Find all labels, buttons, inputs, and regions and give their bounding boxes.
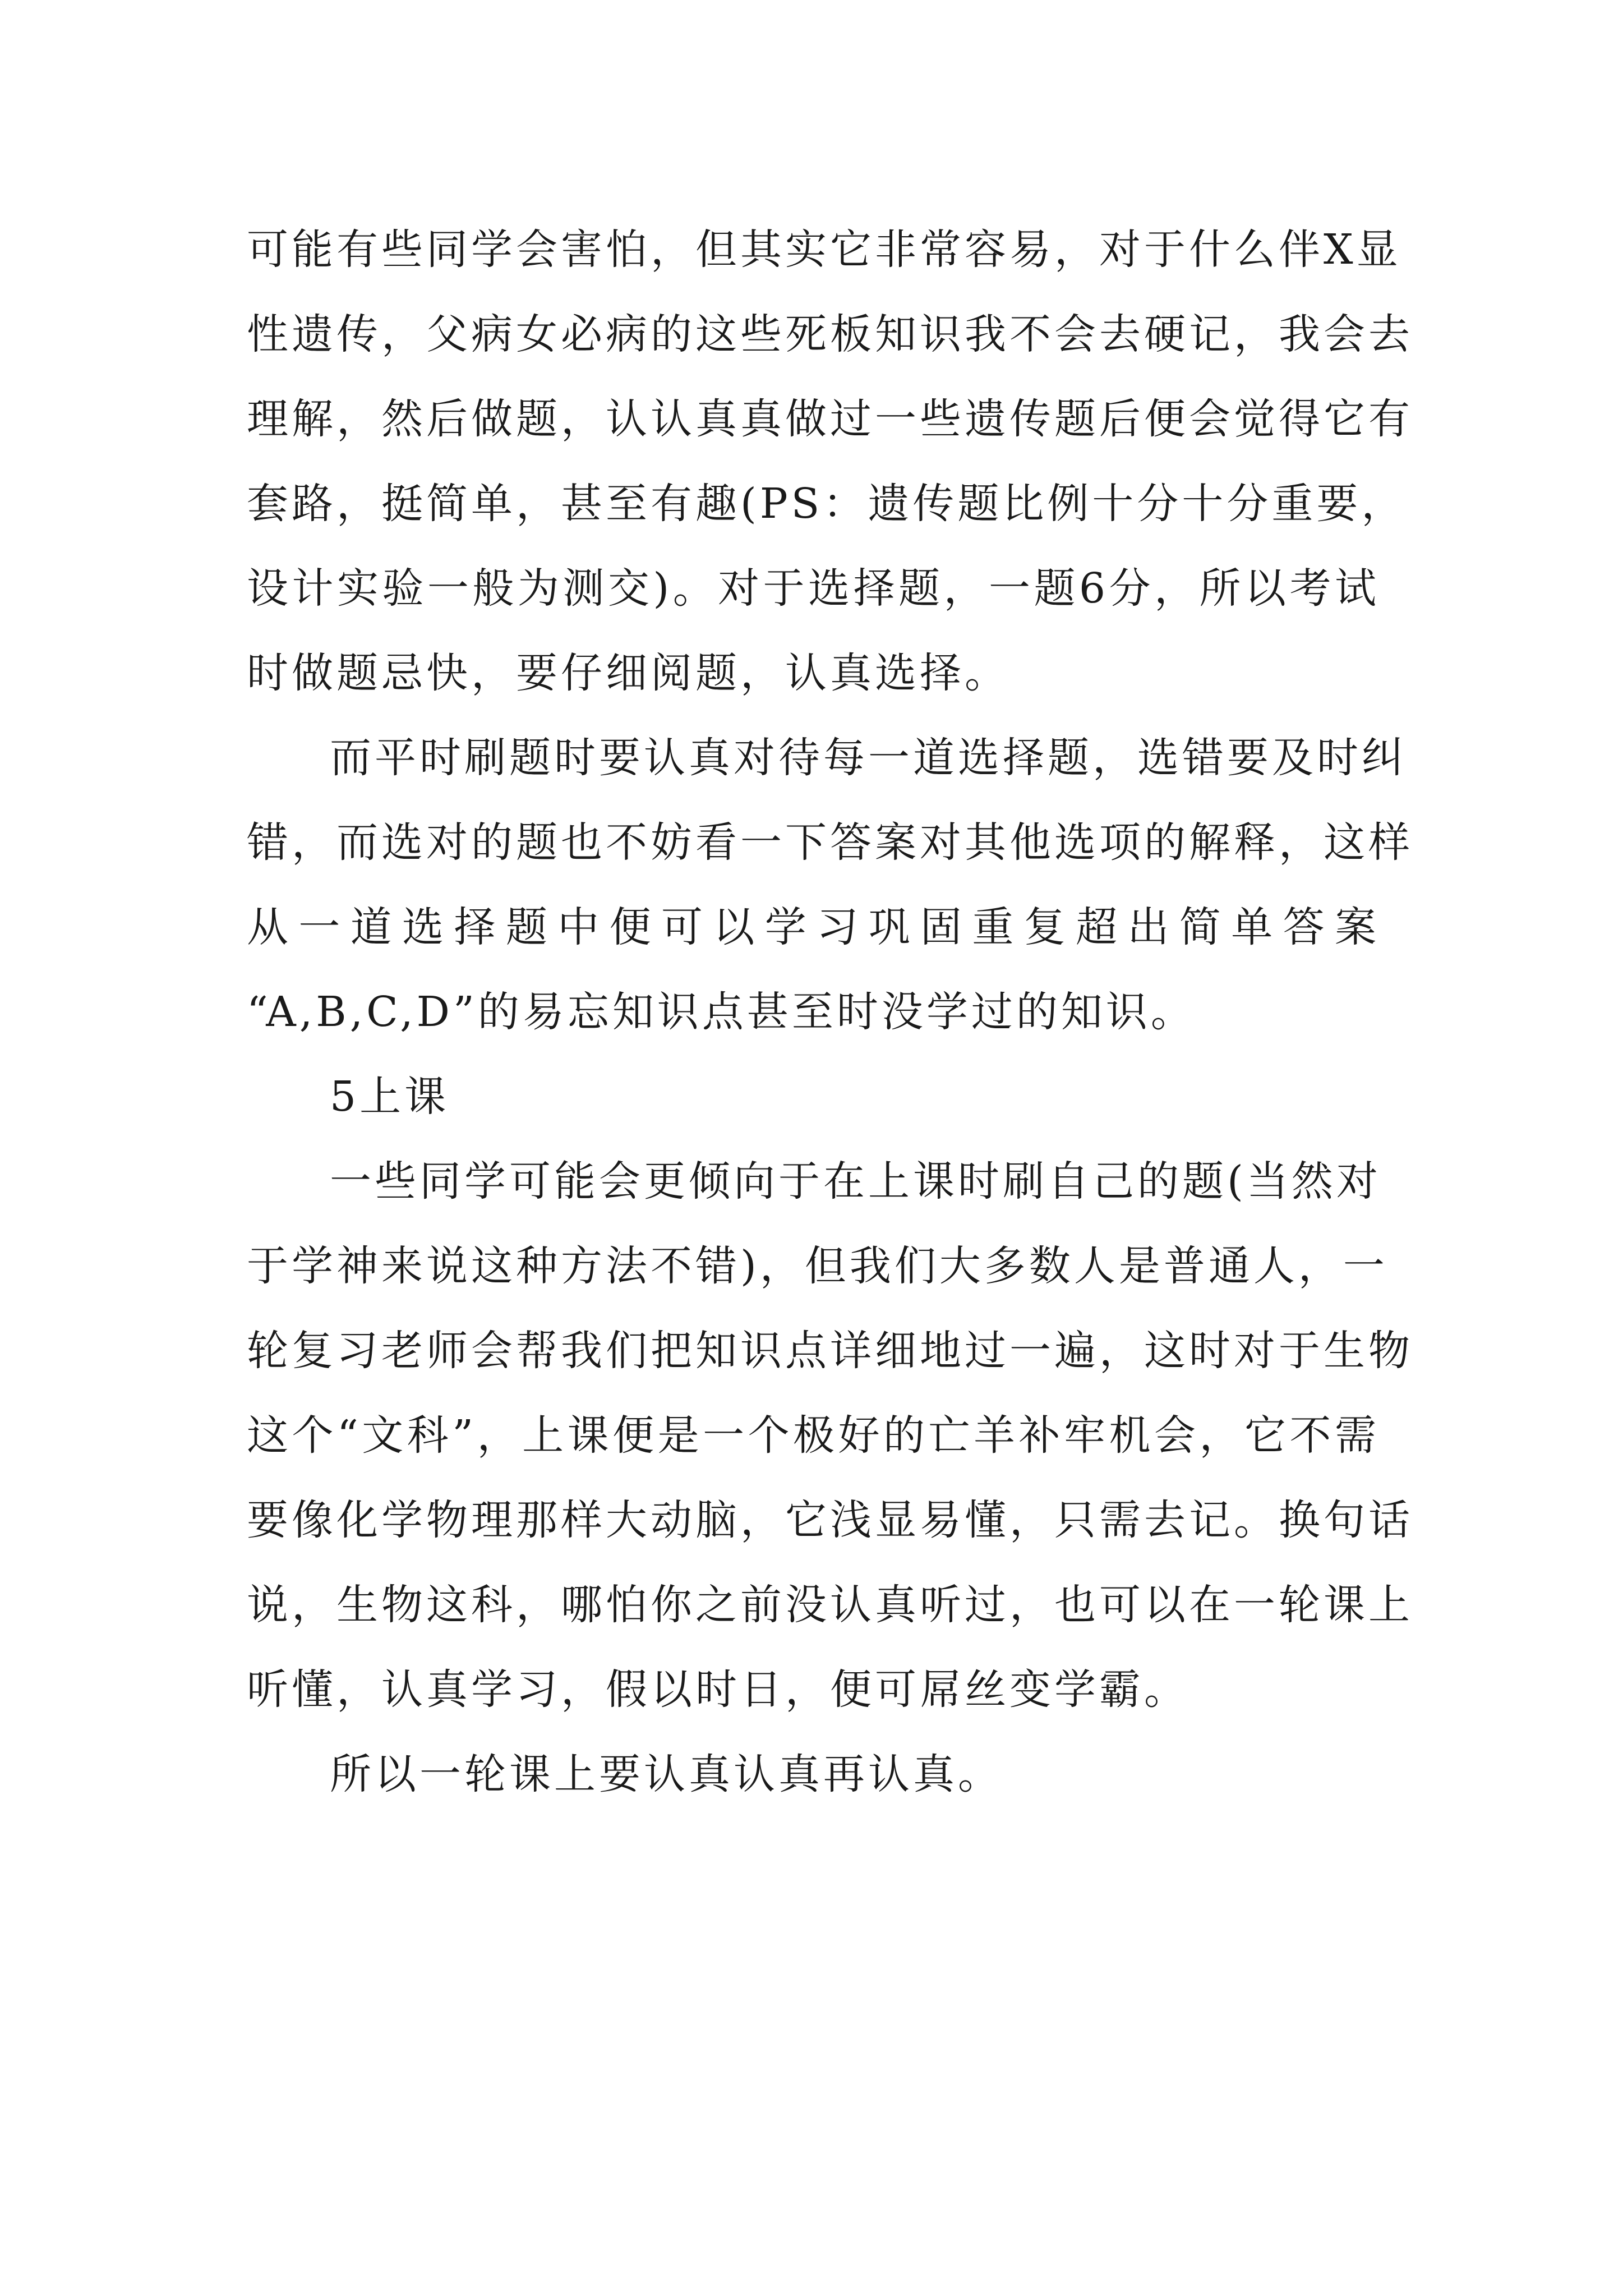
paragraph-2-line-1: 而平时刷题时要认真对待每一道选择题，选错要及时纠 [330,734,1407,782]
paragraph-4 [247,1732,1380,1817]
paragraph-4-line-1: 所以一轮课上要认真认真再认真。 [330,1750,1003,1798]
paragraph-3-line-1: 一些同学可能会更倾向于在上课时刷自己的题(当然对 [330,1157,1381,1205]
paragraph-1-line-6: 时做题忌快，要仔细阅题，认真选择。 [247,649,1009,697]
paragraph-1-line-5: 设计实验一般为测交)。对于选择题，一题6分，所以考试 [247,564,1380,613]
paragraph-2 [247,716,1413,1055]
paragraph-3-line-4: 这个“文科”，上课便是一个极好的亡羊补牢机会，它不需 [247,1411,1380,1460]
paragraph-2-line-4: “A,B,C,D”的易忘知识点甚至时没学过的知识。 [247,988,1196,1036]
paragraph-1-line-1: 可能有些同学会害怕，但其实它非常容易，对于什么伴X显 [247,226,1401,274]
section-heading-text: 5上课 [330,1073,450,1121]
document-body [247,208,1413,1817]
paragraph-3 [247,1139,1413,1732]
section-heading [247,1055,1380,1139]
paragraph-3-line-6: 说，生物这科，哪怕你之前没认真听过，也可以在一轮课上 [247,1581,1413,1629]
paragraph-3-line-7: 听懂，认真学习，假以时日，便可屌丝变学霸。 [247,1665,1189,1714]
paragraph-1-line-2: 性遗传，父病女必病的这些死板知识我不会去硬记，我会去 [247,310,1413,358]
paragraph-3-line-5: 要像化学物理那样大动脑，它浅显易懂，只需去记。换句话 [247,1496,1413,1544]
paragraph-3-line-2: 于学神来说这种方法不错)，但我们大多数人是普通人，一 [247,1242,1388,1290]
paragraph-1-line-3: 理解，然后做题，认认真真做过一些遗传题后便会觉得它有 [247,395,1413,443]
paragraph-2-line-2: 错，而选对的题也不妨看一下答案对其他选项的解释，这样 [247,818,1413,867]
paragraph-1 [247,208,1413,716]
paragraph-3-line-3: 轮复习老师会帮我们把知识点详细地过一遍，这时对于生物 [247,1327,1413,1375]
paragraph-2-line-3: 从一道选择题中便可以学习巩固重复超出简单答案 [247,903,1380,951]
paragraph-1-line-4: 套路，挺简单，甚至有趣(PS：遗传题比例十分十分重要， [247,480,1407,528]
